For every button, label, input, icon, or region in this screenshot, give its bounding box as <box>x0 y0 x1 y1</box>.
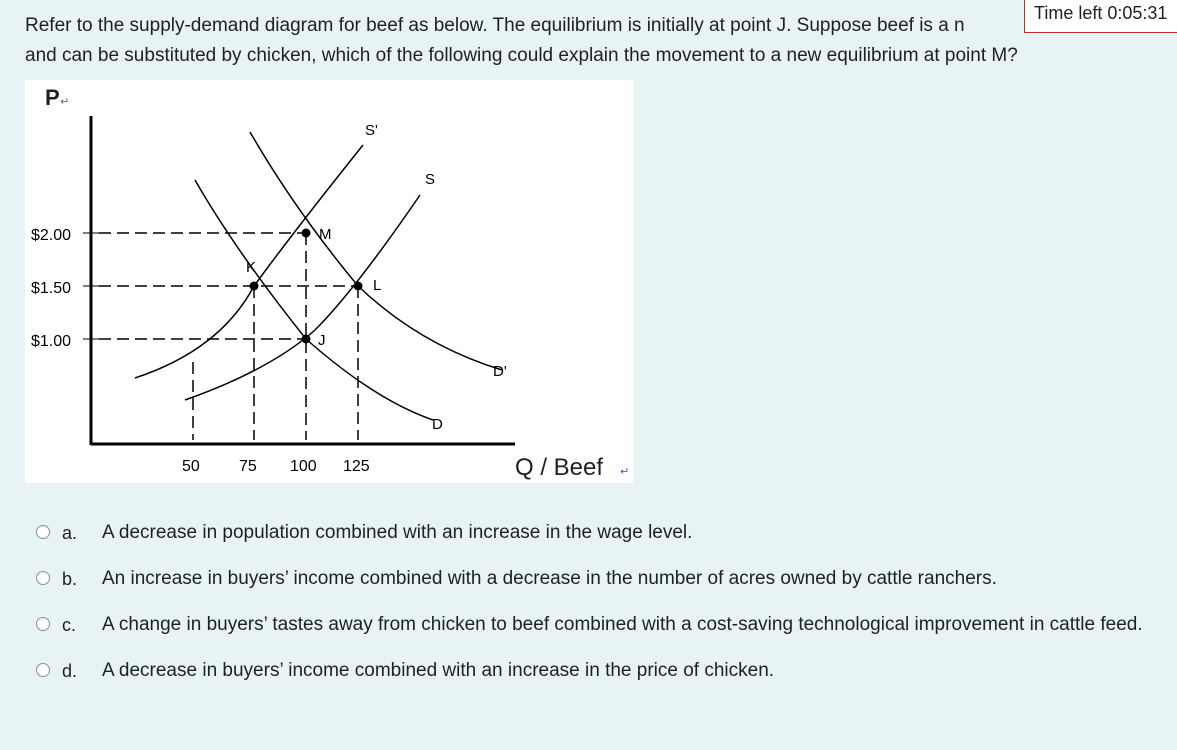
point-m-marker <box>302 229 311 238</box>
point-k-marker <box>250 282 259 291</box>
option-b[interactable] <box>36 564 1171 594</box>
radio-option-a[interactable] <box>36 525 50 539</box>
question-text <box>25 11 1125 71</box>
point-l-marker <box>354 282 363 291</box>
answer-options <box>36 518 1171 702</box>
point-m-label: M <box>319 226 332 243</box>
price-tick-label: $2.00 <box>31 227 72 244</box>
curve-label-d: D <box>432 416 443 433</box>
option-a[interactable] <box>36 518 1171 548</box>
price-axis-label: P <box>45 85 60 110</box>
option-letter: d. <box>62 661 78 681</box>
question-line-2: and can be substituted by chicken, which of the following could explain the movement to a new equilibrium at point M? <box>25 45 1018 66</box>
time-left-badge: Time left 0:05:31 <box>1024 0 1177 33</box>
option-text: A decrease in buyers’ income combined with an increase in the price of chicken. <box>102 660 775 681</box>
option-c[interactable] <box>36 610 1171 640</box>
price-tick-label: $1.50 <box>31 280 72 297</box>
option-letter: a. <box>62 523 78 543</box>
curve-label-s-prime: S' <box>365 122 378 139</box>
option-text: A change in buyers’ tastes away from chicken to beef combined with a cost-saving technological improvement in cattle feed. <box>102 614 1143 635</box>
point-j-marker <box>302 335 311 344</box>
point-j-label: J <box>318 332 326 349</box>
quantity-tick-label: 100 <box>290 458 317 475</box>
option-text: An increase in buyers’ income combined with a decrease in the number of acres owned by cattle ranchers. <box>102 568 997 589</box>
quantity-tick-label: 75 <box>239 458 257 475</box>
radio-option-c[interactable] <box>36 617 50 631</box>
radio-option-b[interactable] <box>36 571 50 585</box>
supply-demand-diagram <box>25 80 633 483</box>
point-l-label: L <box>373 277 382 294</box>
option-text: A decrease in population combined with an increase in the wage level. <box>102 522 693 543</box>
quantity-axis-label: Q / Beef <box>515 454 604 481</box>
quantity-tick-label: 50 <box>182 458 200 475</box>
return-mark-p: ↵ <box>60 95 70 108</box>
question-line-1: Refer to the supply-demand diagram for beef as below. The equilibrium is initially at point J. Suppose beef is a n <box>25 15 965 36</box>
supply-curve-s <box>185 195 420 400</box>
demand-curve-d-prime <box>250 132 502 370</box>
option-letter: c. <box>62 615 77 635</box>
point-k-label: K <box>246 259 257 276</box>
option-d[interactable] <box>36 656 1171 686</box>
quantity-tick-label: 125 <box>343 458 370 475</box>
radio-option-d[interactable] <box>36 663 50 677</box>
return-mark-q: ↵ <box>620 465 630 478</box>
demand-curve-d <box>195 180 433 420</box>
curve-label-s: S <box>425 171 436 188</box>
curve-label-d-prime: D' <box>493 363 507 380</box>
price-tick-label: $1.00 <box>31 333 72 350</box>
diagram-svg <box>25 80 633 483</box>
option-letter: b. <box>62 569 78 589</box>
